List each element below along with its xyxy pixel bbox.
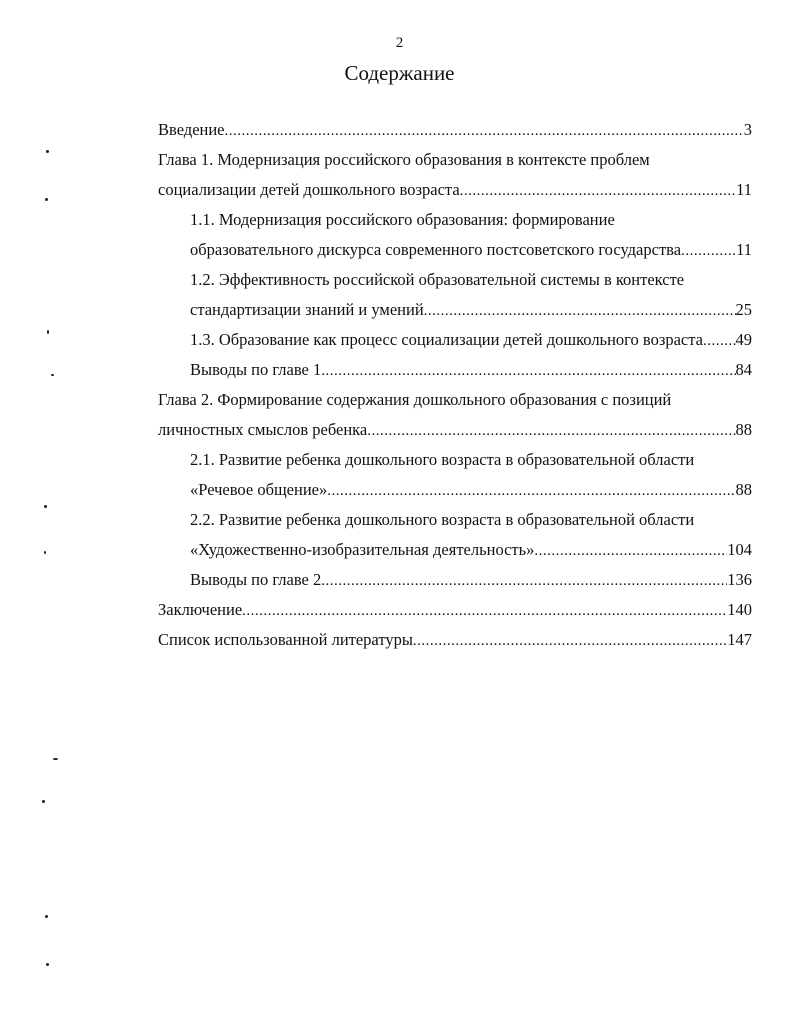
toc-page-number: 147 (727, 630, 752, 649)
dot-leader (424, 297, 736, 324)
toc-entry-text: Список использованной литературы (158, 630, 413, 649)
scan-speck (42, 800, 45, 803)
toc-entry-text: «Художественно-изобразительная деятельность» (190, 540, 535, 559)
toc-entry-text: Заключение (158, 600, 243, 619)
scan-speck (47, 330, 49, 334)
dot-leader (367, 417, 735, 444)
toc-entry-text: «Речевое общение» (190, 480, 328, 499)
dot-leader (321, 357, 735, 384)
toc-entry-conclusions-chapter-2[interactable] (190, 566, 752, 594)
toc-entry-references[interactable] (158, 626, 752, 654)
toc-entry-text: личностных смыслов ребенка (158, 420, 368, 439)
dot-leader (703, 327, 736, 354)
toc-entry-introduction[interactable] (158, 116, 752, 144)
scan-speck (44, 505, 47, 508)
toc-entry-chapter-2-line-1[interactable]: Глава 2. Формирование содержания дошкольного образования с позиций (158, 390, 672, 409)
toc-entry-chapter-1[interactable] (158, 176, 752, 204)
toc-entry-text: Выводы по главе 1 (190, 360, 322, 379)
toc-entry-text: образовательного дискурса современного постсоветского государства (190, 240, 682, 259)
dot-leader (534, 537, 727, 564)
toc-entry-text: Выводы по главе 2 (190, 570, 322, 589)
toc-page-number: 104 (727, 540, 752, 559)
toc-page-number: 11 (736, 180, 752, 199)
toc-entry-section-1-1-line-1[interactable]: 1.1. Модернизация российского образования: формирование (190, 210, 615, 229)
toc-page-number: 136 (727, 570, 752, 589)
dot-leader (321, 567, 727, 594)
toc-entry-text: Введение (158, 120, 225, 139)
toc-entry-conclusion[interactable] (158, 596, 752, 624)
toc-page-number: 25 (735, 300, 752, 319)
toc-entry-text: стандартизации знаний и умений (190, 300, 424, 319)
toc-entry-chapter-2[interactable] (158, 416, 752, 444)
scan-speck (53, 758, 58, 760)
toc-page-number: 84 (735, 360, 752, 379)
scan-speck (44, 551, 46, 554)
toc-page-number: 49 (735, 330, 752, 349)
toc-entry-section-2-2-line-1[interactable]: 2.2. Развитие ребенка дошкольного возраста в образовательной области (190, 510, 695, 529)
toc-entry-conclusions-chapter-1[interactable] (190, 356, 752, 384)
toc-page-number: 88 (735, 420, 752, 439)
scan-speck (45, 198, 48, 201)
toc-entry-section-2-2[interactable] (190, 536, 752, 564)
toc-entry-section-1-2-line-1[interactable]: 1.2. Эффективность российской образовательной системы в контексте (190, 270, 685, 289)
toc-page-number: 3 (743, 120, 752, 139)
toc-entry-section-1-2[interactable] (190, 296, 752, 324)
scan-speck (45, 915, 48, 918)
dot-leader (460, 177, 736, 204)
toc-entry-section-2-1[interactable] (190, 476, 752, 504)
dot-leader (225, 117, 744, 144)
toc-page-number: 11 (736, 240, 752, 259)
toc-entry-text: 1.3. Образование как процесс социализации детей дошкольного возраста (190, 330, 703, 349)
page-number: 2 (395, 35, 404, 51)
scan-speck (46, 963, 49, 966)
toc-page-number: 140 (727, 600, 752, 619)
toc-entry-chapter-1-line-1[interactable]: Глава 1. Модернизация российского образования в контексте проблем (158, 150, 650, 169)
scan-speck (46, 150, 49, 153)
scan-speck (51, 374, 54, 376)
toc-entry-text: социализации детей дошкольного возраста (158, 180, 460, 199)
dot-leader (242, 597, 727, 624)
toc-entry-section-1-1[interactable] (190, 236, 752, 264)
toc-entry-section-1-3[interactable] (190, 326, 752, 354)
dot-leader (413, 627, 727, 654)
toc-entry-section-2-1-line-1[interactable]: 2.1. Развитие ребенка дошкольного возраста в образовательной области (190, 450, 695, 469)
toc-page-number: 88 (735, 480, 752, 499)
dot-leader (327, 477, 735, 504)
page-title: Содержание (344, 61, 455, 85)
dot-leader (681, 237, 736, 264)
